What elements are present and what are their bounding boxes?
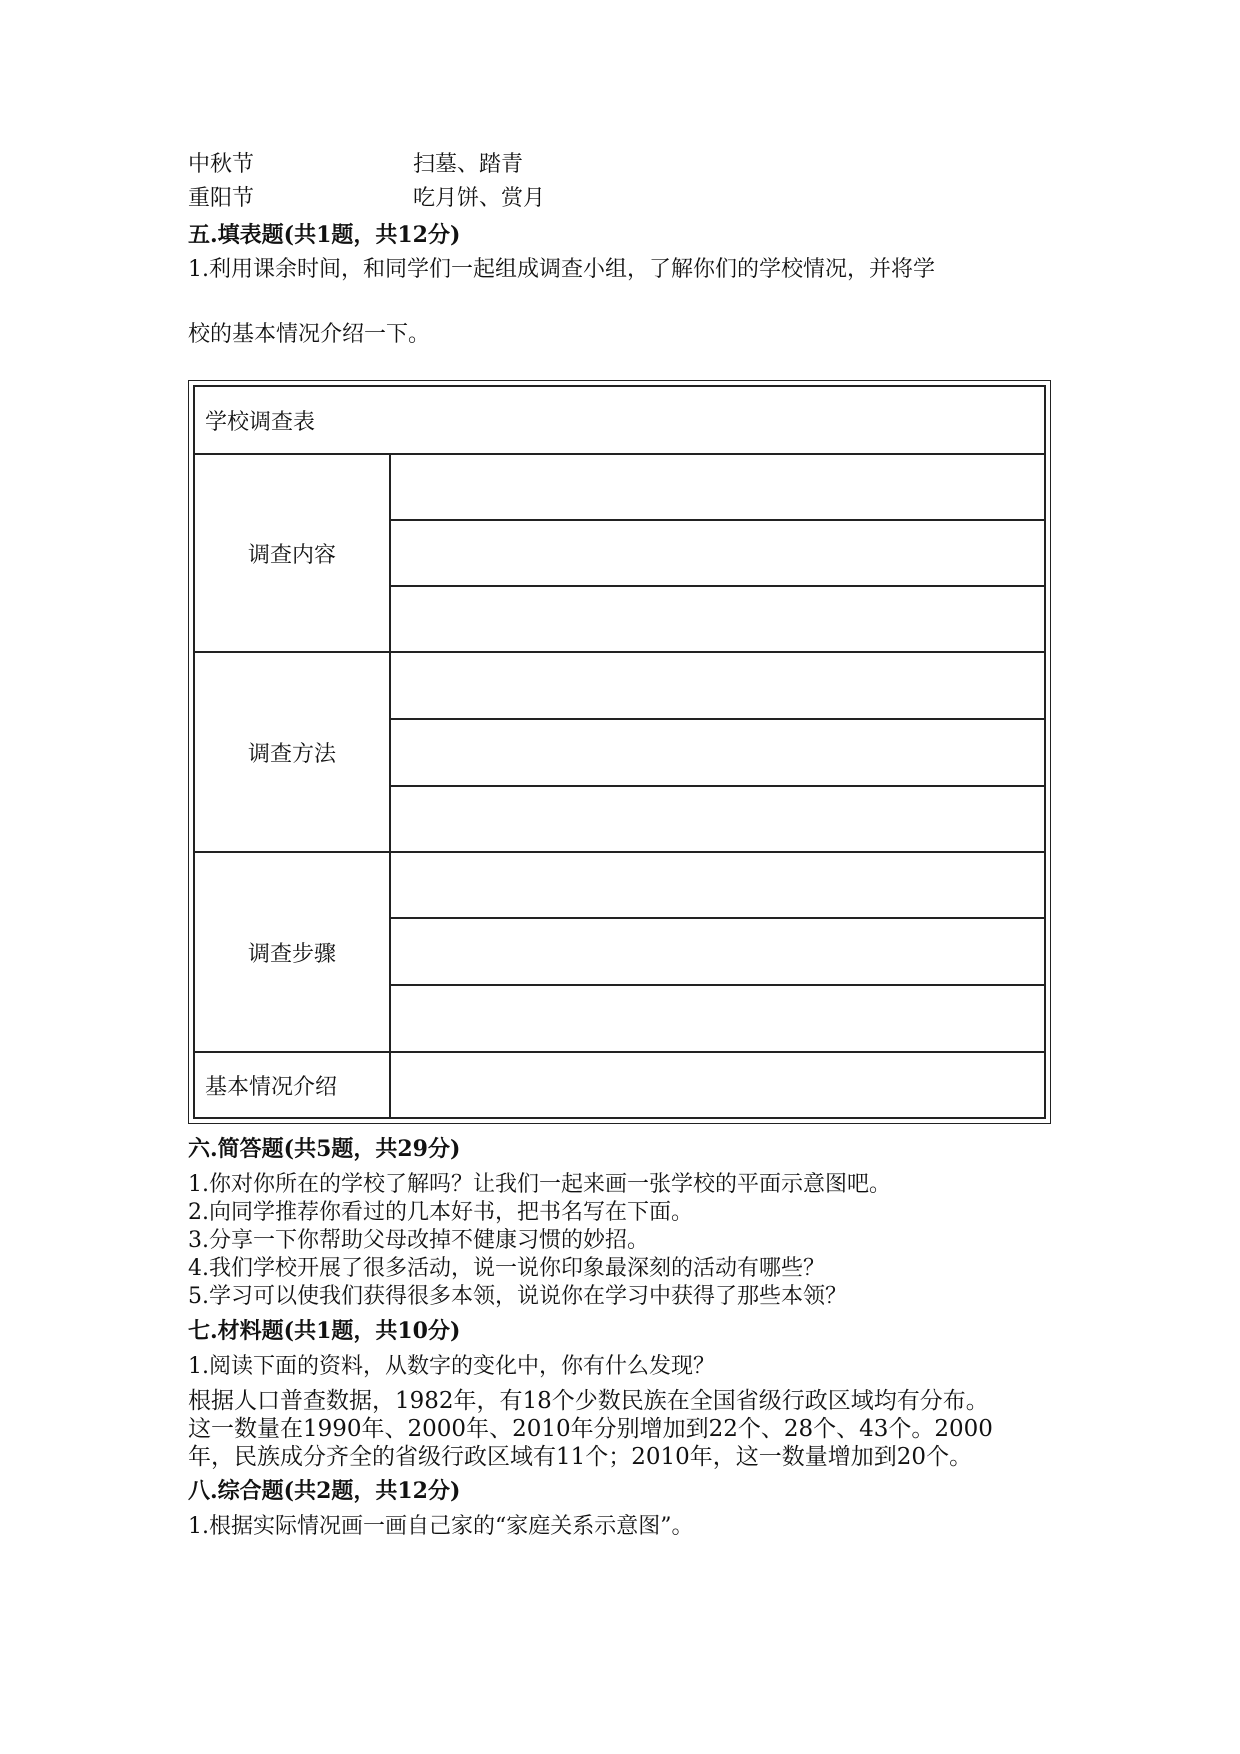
- answer-cell[interactable]: [391, 919, 1044, 986]
- question-text: 1.阅读下面的资料，从数字的变化中，你有什么发现？: [188, 1354, 715, 1379]
- section-heading: 七.材料题(共1题，共10分): [188, 1318, 461, 1344]
- answer-cell[interactable]: [391, 1053, 1044, 1117]
- answer-cell[interactable]: [391, 587, 1044, 653]
- section-heading: 六.简答题(共5题，共29分): [188, 1136, 461, 1162]
- row-label: 调查步骤: [195, 853, 391, 1053]
- custom-item: 扫墓、踏青: [413, 152, 524, 177]
- question-text: 1.利用课余时间，和同学们一起组成调查小组，了解你们的学校情况，并将学: [188, 257, 935, 282]
- custom-item: 吃月饼、赏月: [413, 186, 546, 211]
- answer-cell[interactable]: [391, 787, 1044, 853]
- row-label: 基本情况介绍: [195, 1053, 391, 1117]
- table-title: 学校调查表: [195, 387, 1044, 455]
- material-text: 年，民族成分齐全的省级行政区域有11个；2010年，这一数量增加到20个。: [188, 1444, 973, 1470]
- answer-cell[interactable]: [391, 455, 1044, 521]
- answer-cell[interactable]: [391, 653, 1044, 720]
- section-heading: 五.填表题(共1题，共12分): [188, 222, 461, 248]
- answer-cell[interactable]: [391, 521, 1044, 587]
- row-label: 调查方法: [195, 653, 391, 853]
- row-label: 调查内容: [195, 455, 391, 653]
- survey-table: [188, 380, 1051, 1124]
- question-text: 1.根据实际情况画一画自己家的“家庭关系示意图”。: [188, 1514, 694, 1539]
- material-text: 这一数量在1990年、2000年、2010年分别增加到22个、28个、43个。2000: [188, 1416, 993, 1442]
- answer-cell[interactable]: [391, 986, 1044, 1053]
- answer-cell[interactable]: [391, 720, 1044, 787]
- question-text: 2.向同学推荐你看过的几本好书，把书名写在下面。: [188, 1200, 693, 1225]
- question-text: 校的基本情况介绍一下。: [188, 322, 431, 347]
- section-heading: 八.综合题(共2题，共12分): [188, 1478, 461, 1504]
- answer-cell[interactable]: [391, 853, 1044, 919]
- question-text: 3.分享一下你帮助父母改掉不健康习惯的妙招。: [188, 1228, 649, 1253]
- question-text: 4.我们学校开展了很多活动，说一说你印象最深刻的活动有哪些？: [188, 1256, 825, 1281]
- material-text: 根据人口普查数据，1982年，有18个少数民族在全国省级行政区域均有分布。: [188, 1388, 989, 1414]
- question-text: 1.你对你所在的学校了解吗？让我们一起来画一张学校的平面示意图吧。: [188, 1172, 891, 1197]
- question-text: 5.学习可以使我们获得很多本领，说说你在学习中获得了那些本领？: [188, 1284, 847, 1309]
- festival-item: 重阳节: [188, 186, 255, 211]
- survey-table-grid: [193, 385, 1046, 1119]
- festival-item: 中秋节: [188, 152, 255, 177]
